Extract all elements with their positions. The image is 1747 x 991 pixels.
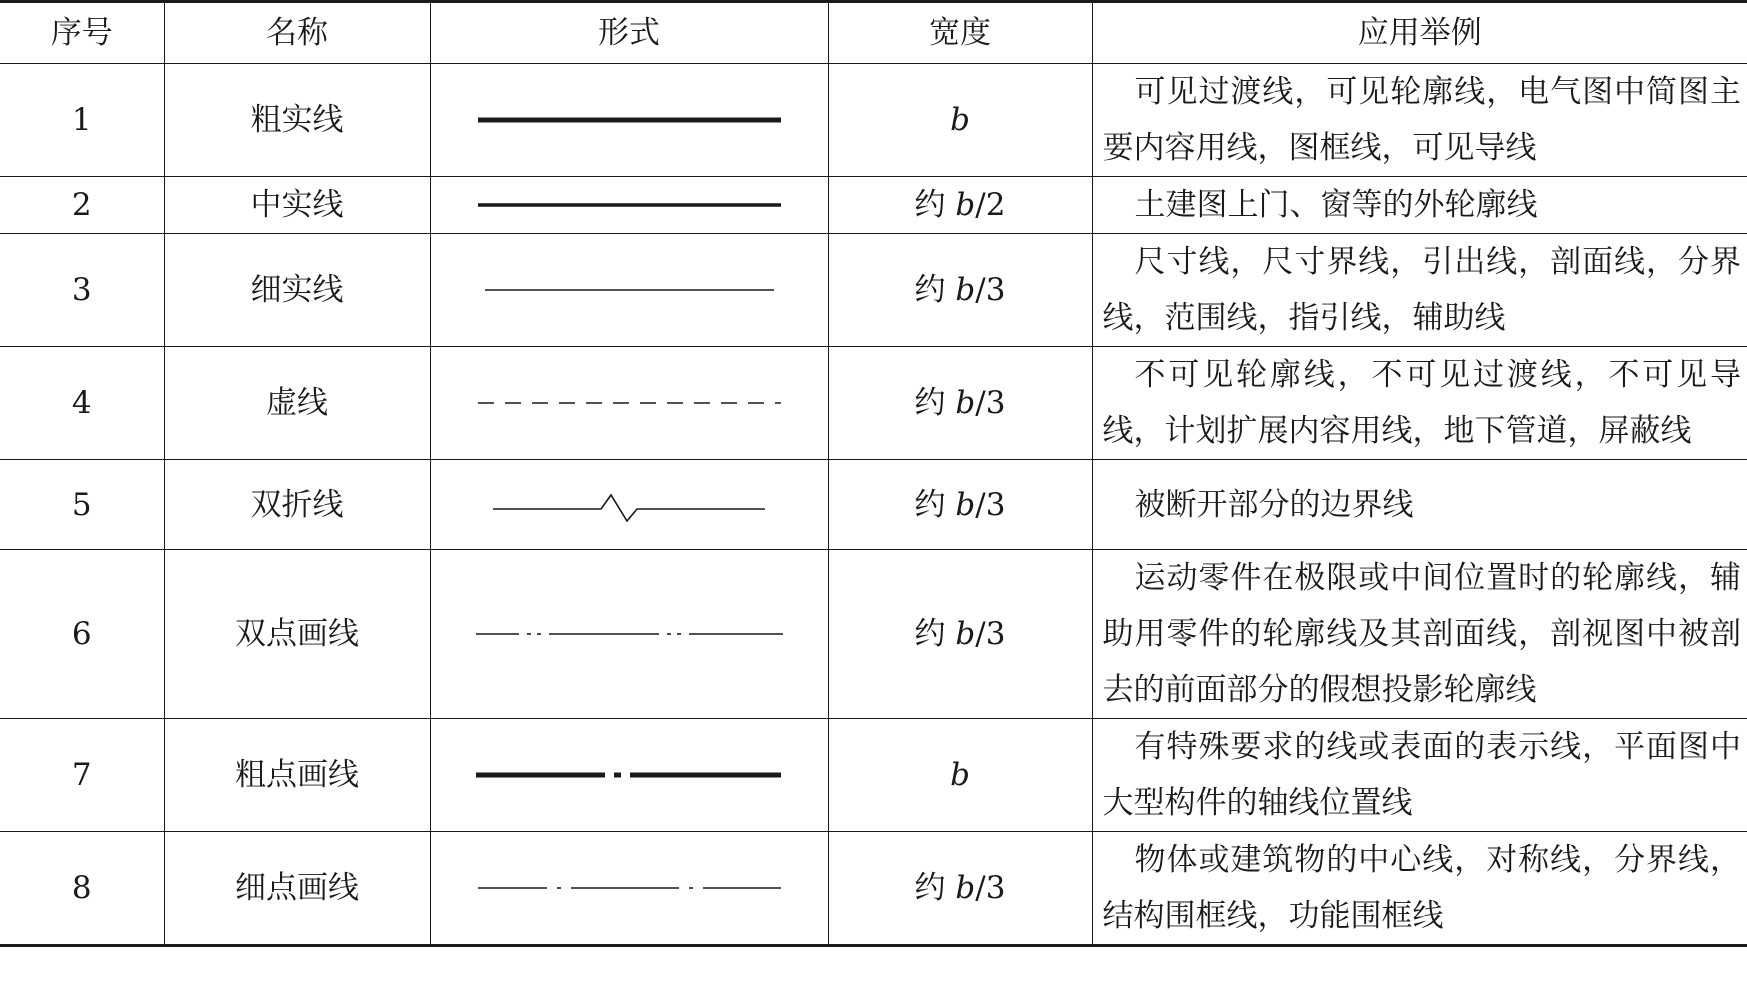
row-usage: [1092, 550, 1747, 719]
line-sample-solid-thick: [431, 110, 829, 130]
row-no: 3: [0, 234, 164, 347]
usage-text: 被断开部分的边界线: [1134, 486, 1414, 523]
header-width: 宽度: [828, 2, 1092, 64]
row-usage: [1092, 177, 1747, 234]
width-var: b: [955, 385, 976, 421]
row-no: 8: [0, 832, 164, 946]
row-usage: [1092, 347, 1747, 460]
row-width: [828, 550, 1092, 719]
width-suffix: /3: [975, 272, 1006, 308]
row-name: 细实线: [164, 234, 430, 347]
row-width: [828, 460, 1092, 550]
table-row: [0, 460, 1747, 550]
table-row: [0, 234, 1747, 347]
width-suffix: /3: [975, 486, 1006, 523]
usage-text: 可见过渡线，可见轮廓线，电气图中简图主要内容用线，图框线，可见导线: [1102, 74, 1741, 166]
row-width: [828, 347, 1092, 460]
row-form: [430, 234, 828, 347]
width-suffix: /2: [975, 187, 1006, 223]
width-var: b: [955, 486, 976, 523]
table-row: [0, 719, 1747, 832]
width-prefix: 约: [914, 870, 956, 906]
usage-text: 尺寸线，尺寸界线，引出线，剖面线，分界线，范围线，指引线，辅助线: [1102, 244, 1741, 336]
width-var: b: [950, 757, 970, 793]
table-row: [0, 550, 1747, 719]
row-no: 7: [0, 719, 164, 832]
usage-text: 土建图上门、窗等的外轮廓线: [1134, 187, 1538, 223]
width-var: b: [955, 870, 976, 906]
width-var: b: [955, 187, 976, 223]
row-form: [430, 550, 828, 719]
row-usage: [1092, 64, 1747, 177]
row-form: [430, 177, 828, 234]
width-prefix: 约: [914, 385, 956, 421]
row-form: [430, 460, 828, 550]
width-var: b: [955, 616, 976, 652]
row-name: 中实线: [164, 177, 430, 234]
width-suffix: /3: [975, 616, 1006, 652]
row-no: 6: [0, 550, 164, 719]
row-name: 双折线: [164, 460, 430, 550]
table-row: [0, 64, 1747, 177]
row-no: 2: [0, 177, 164, 234]
header-name: 名称: [164, 2, 430, 64]
line-sample-double-dot-dash: [431, 624, 829, 644]
header-form: 形式: [430, 2, 828, 64]
table-row: [0, 177, 1747, 234]
width-var: b: [955, 272, 976, 308]
row-width: [828, 64, 1092, 177]
width-prefix: 约: [914, 187, 956, 223]
row-form: [430, 64, 828, 177]
usage-text: 物体或建筑物的中心线，对称线，分界线，结构围框线，功能围框线: [1102, 842, 1741, 934]
row-name: 细点画线: [164, 832, 430, 946]
row-no: 4: [0, 347, 164, 460]
row-usage: [1092, 832, 1747, 946]
row-no: 1: [0, 64, 164, 177]
line-sample-dot-dash-thick: [431, 765, 829, 785]
table-row: [0, 832, 1747, 946]
line-sample-solid-thin: [431, 280, 829, 300]
line-sample-dashed: [431, 393, 829, 413]
row-width: [828, 177, 1092, 234]
usage-text: 不可见轮廓线，不可见过渡线，不可见导线，计划扩展内容用线，地下管道，屏蔽线: [1102, 357, 1741, 449]
row-name: 虚线: [164, 347, 430, 460]
row-form: [430, 832, 828, 946]
width-var: b: [950, 102, 970, 138]
row-no: 5: [0, 460, 164, 550]
width-suffix: /3: [975, 870, 1006, 906]
row-form: [430, 347, 828, 460]
row-width: [828, 832, 1092, 946]
line-sample-dot-dash-thin: [431, 878, 829, 898]
width-prefix: 约: [914, 486, 956, 523]
usage-text: 有特殊要求的线或表面的表示线，平面图中大型构件的轴线位置线: [1102, 729, 1741, 821]
width-prefix: 约: [914, 272, 956, 308]
row-usage: [1092, 719, 1747, 832]
row-width: [828, 234, 1092, 347]
usage-text: 运动零件在极限或中间位置时的轮廓线，辅助用零件的轮廓线及其剖面线，剖视图中被剖去的前面部分的假想投影轮廓线: [1102, 560, 1741, 708]
line-sample-zigzag: [431, 485, 829, 525]
row-width: [828, 719, 1092, 832]
row-usage: [1092, 234, 1747, 347]
header-no: 序号: [0, 2, 164, 64]
width-suffix: /3: [975, 385, 1006, 421]
row-name: 双点画线: [164, 550, 430, 719]
line-sample-solid-medium: [431, 195, 829, 215]
header-usage: 应用举例: [1092, 2, 1747, 64]
row-usage: [1092, 460, 1747, 550]
width-prefix: 约: [914, 616, 956, 652]
row-form: [430, 719, 828, 832]
row-name: 粗点画线: [164, 719, 430, 832]
header-row: [0, 2, 1747, 64]
row-name: 粗实线: [164, 64, 430, 177]
table-row: [0, 347, 1747, 460]
